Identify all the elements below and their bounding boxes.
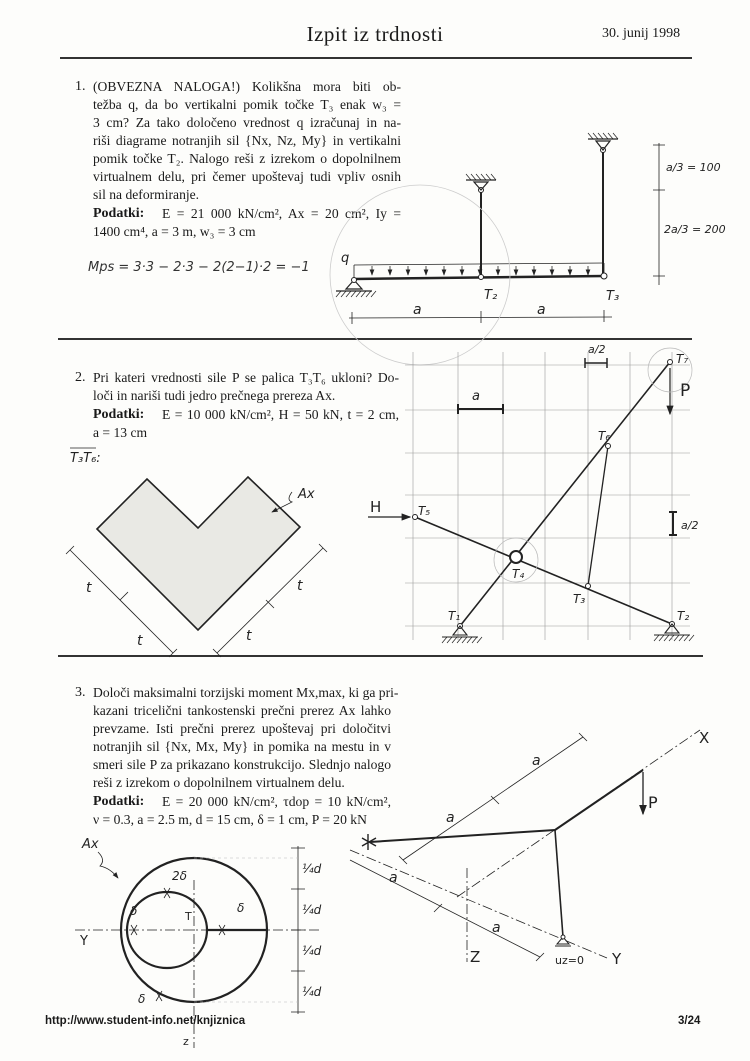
hatch xyxy=(442,637,447,643)
hatch xyxy=(664,635,669,641)
label-a-half: a/2 xyxy=(681,519,699,532)
label-2delta: 2δ xyxy=(172,869,187,883)
label-t6: T₆ xyxy=(598,429,611,443)
dimension-line xyxy=(350,860,540,957)
data-line: E = 20 000 kN/cm², τdop = 10 kN/cm², xyxy=(162,794,391,809)
label-t2: T₂ xyxy=(484,288,498,303)
truss-diagram xyxy=(368,348,692,640)
data-label: Podatki: xyxy=(93,407,145,422)
label-delta: δ xyxy=(138,992,146,1006)
text-line: sil na deformiranje. xyxy=(93,187,200,202)
text-line: reši z izrekom o dopolnilnem virtualnem delu. xyxy=(93,775,345,790)
label-t7: T₇ xyxy=(676,352,689,366)
bar-t3-t6 xyxy=(588,446,608,586)
hatch xyxy=(654,635,659,641)
dim-label-a: a xyxy=(537,302,546,318)
hatch xyxy=(356,291,361,297)
text-line: Pri kateri vrednosti sile P se palica T₃T₆ ukloni? Do- xyxy=(93,370,399,385)
text-line: notranjih sil {Nx, Mx, My} in pomika na mestu in v xyxy=(93,739,391,754)
label-h: H xyxy=(370,498,382,516)
hatch xyxy=(447,637,452,643)
footer-url: http://www.student-info.net/knjiznica xyxy=(45,1015,246,1027)
joint-t4 xyxy=(510,551,522,563)
label-delta: δ xyxy=(130,904,138,918)
label-t4: T₄ xyxy=(512,567,525,581)
hatch xyxy=(472,637,477,643)
text-line: (OBVEZNA NALOGA!) Kolikšna mora biti ob- xyxy=(93,79,401,94)
bar-t1-t7 xyxy=(460,362,670,626)
hatch xyxy=(603,133,608,139)
label-ax: Ax xyxy=(82,837,99,852)
problem-number: 2. xyxy=(75,370,86,385)
bar-t5-t2 xyxy=(415,517,672,624)
hatch xyxy=(593,133,598,139)
hatch xyxy=(471,174,476,180)
label-x-axis: X xyxy=(699,729,710,747)
label-t2: T₂ xyxy=(677,609,690,623)
hatch xyxy=(486,174,491,180)
text-line: 3 cm? Za tako določeno vrednost q izračunaj in na- xyxy=(93,115,401,130)
hatch xyxy=(452,637,457,643)
label-t1: T₁ xyxy=(448,609,461,623)
hatch xyxy=(659,635,664,641)
text-line: smeri sile P za prikazano konstrukcijo. Slednjo nalogo xyxy=(93,757,391,772)
data-line: a = 13 cm xyxy=(93,425,148,440)
text-line: težba q, da bo vertikalni pomik točke T₃ enak w₃ = xyxy=(93,97,401,112)
hatch xyxy=(679,635,684,641)
angle-cross-section xyxy=(66,477,327,657)
section-label-t3t6: T₃T₆: xyxy=(70,451,101,466)
hatch xyxy=(371,291,376,297)
hatch xyxy=(361,291,366,297)
label-y-axis: Y xyxy=(612,950,622,968)
label-uz: uz=0 xyxy=(555,954,584,967)
dim-label-t: t xyxy=(246,628,252,644)
data-line: E = 21 000 kN/cm², Ax = 20 cm², Iy = xyxy=(162,206,401,221)
x-axis xyxy=(457,730,700,897)
hatch xyxy=(674,635,679,641)
hatch xyxy=(341,291,346,297)
problem-number: 1. xyxy=(75,79,86,94)
page-number: 3/24 xyxy=(678,1015,701,1027)
dim-label-2a3: 2a/3 = 200 xyxy=(664,223,726,236)
dim-label-quarter-d: ¼d xyxy=(302,985,322,999)
dim-label-quarter-d: ¼d xyxy=(302,862,322,876)
data-line: ν = 0.3, a = 2.5 m, d = 15 cm, δ = 1 cm, P = 20 kN xyxy=(93,812,367,827)
scale-bar-a xyxy=(458,404,503,414)
label-ax: Ax xyxy=(298,487,315,502)
label-y-axis: Y xyxy=(80,934,88,949)
hatch xyxy=(613,133,618,139)
hatch xyxy=(684,635,689,641)
dim-label-quarter-d: ¼d xyxy=(302,944,322,958)
hatch xyxy=(689,635,694,641)
text-line: Določi maksimalni torzijski moment Mx,max, ki ga pri- xyxy=(93,685,399,700)
data-line: E = 10 000 kN/cm², H = 50 kN, t = 2 cm, xyxy=(162,407,399,422)
problem-number: 3. xyxy=(75,685,86,700)
data-label: Podatki: xyxy=(93,206,145,221)
hatch xyxy=(608,133,613,139)
label-a-half: a/2 xyxy=(588,343,606,356)
hatch xyxy=(346,291,351,297)
label-z-axis: Z xyxy=(470,948,481,966)
y-axis xyxy=(350,850,607,958)
label-p: P xyxy=(648,793,658,812)
hatch xyxy=(669,635,674,641)
text-line: riši diagrame notranjih sil {Nx, Nz, My} in vertikalni xyxy=(93,133,401,148)
label-z-axis: z xyxy=(183,1035,189,1048)
label-t3: T₃ xyxy=(606,289,620,304)
dim-label-a: a xyxy=(413,302,422,318)
hatch xyxy=(588,133,593,139)
exam-date: 30. junij 1998 xyxy=(602,26,681,41)
text-line: kazani tricelični tankostenski prečni prerez Ax lahko xyxy=(93,703,391,718)
joint-t2 xyxy=(479,275,484,280)
hatch xyxy=(336,291,341,297)
joint-t3 xyxy=(601,273,607,279)
hatch xyxy=(462,637,467,643)
space-frame-diagram xyxy=(350,730,700,962)
label-a: a xyxy=(472,389,480,404)
hatch xyxy=(481,174,486,180)
dim-label-a: a xyxy=(492,920,501,936)
label-t5: T₅ xyxy=(418,504,431,518)
dim-label-a: a xyxy=(389,870,398,886)
hatch xyxy=(477,637,482,643)
hatch xyxy=(476,174,481,180)
label-centroid: T xyxy=(185,910,192,923)
dim-label-a: a xyxy=(446,810,455,826)
load-label-q: q xyxy=(341,251,350,266)
dim-label-t: t xyxy=(137,633,143,649)
dim-label-t: t xyxy=(86,580,92,596)
hatch xyxy=(351,291,356,297)
label-delta: δ xyxy=(237,901,245,915)
scale-bar-a-half-vertical xyxy=(669,512,677,535)
handwritten-note: Mps = 3·3 − 2·3 − 2(2−1)·2 = −1 xyxy=(88,260,310,275)
dim-label-a: a xyxy=(532,753,541,769)
hatch xyxy=(598,133,603,139)
member xyxy=(555,830,563,937)
text-line: prevzame. Isti prečni prerez upoštevaj pri določitvi xyxy=(93,721,391,736)
distributed-load-line xyxy=(354,263,604,265)
text-line: loči in nariši tudi jedro prečnega prereza Ax. xyxy=(93,388,336,403)
hatch xyxy=(491,174,496,180)
hatch xyxy=(467,637,472,643)
text-line: virtualnem delu, pri čemer upoštevaj tudi vpliv osnih xyxy=(93,169,401,184)
data-label: Podatki: xyxy=(93,794,145,809)
data-line: 1400 cm⁴, a = 3 m, w₃ = 3 cm xyxy=(93,224,256,239)
label-p: P xyxy=(680,381,691,401)
hatch xyxy=(466,174,471,180)
page-title: Izpit iz trdnosti xyxy=(306,22,444,46)
grid xyxy=(405,352,690,640)
member xyxy=(370,830,555,842)
dim-label-a3: a/3 = 100 xyxy=(666,161,721,174)
dimension-line xyxy=(349,317,612,318)
text-line: pomik točke T₂. Nalogo reši z izrekom o dopolnilnem xyxy=(93,151,401,166)
label-t3: T₃ xyxy=(573,592,586,606)
hatch xyxy=(366,291,371,297)
dim-label-t: t xyxy=(297,578,303,594)
dim-label-quarter-d: ¼d xyxy=(302,903,322,917)
